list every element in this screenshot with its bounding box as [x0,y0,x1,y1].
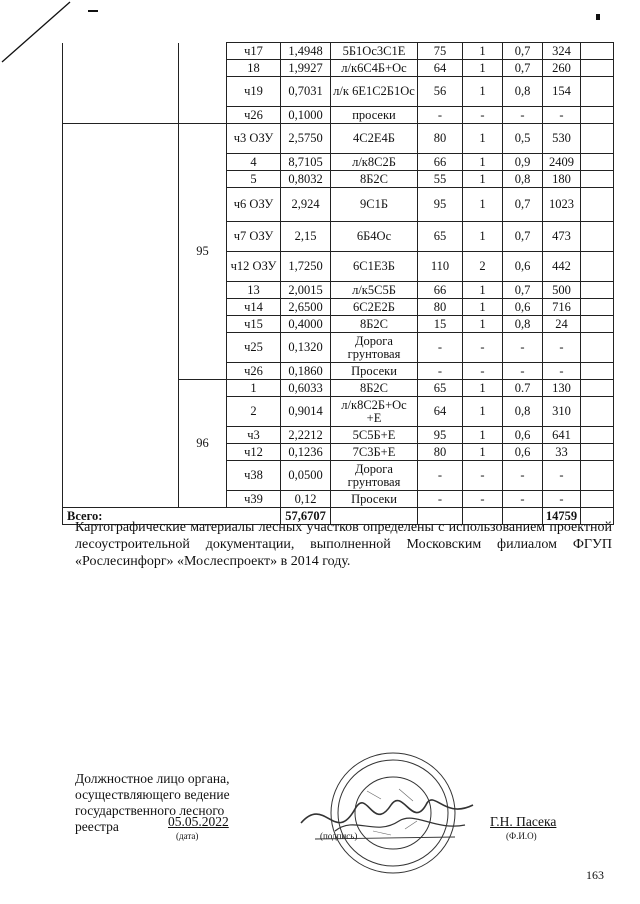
composition-cell: 6С1Е3Б [331,252,418,282]
area-cell: 1,9927 [281,60,331,77]
empty-cell [581,43,614,60]
composition-cell: л/к 6Е1С2Б1Ос [331,77,418,107]
empty-cell [581,461,614,491]
composition-cell: 8Б2С [331,171,418,188]
plot-number-cell: ч19 [227,77,281,107]
area-cell: 1,7250 [281,252,331,282]
age-cell: 75 [418,43,463,60]
empty-cell [63,124,179,508]
area-cell: 0,7031 [281,77,331,107]
class-cell: - [463,363,503,380]
empty-cell [581,252,614,282]
density-cell: 0,7 [503,43,543,60]
official-line: реестра [75,819,119,834]
kvartal-cell: 95 [179,124,227,380]
empty-cell [581,77,614,107]
composition-cell: Просеки [331,363,418,380]
area-cell: 0,1000 [281,107,331,124]
area-cell: 1,4948 [281,43,331,60]
area-cell: 2,6500 [281,299,331,316]
official-line: государственного лесного [75,803,225,818]
composition-cell: Просеки [331,491,418,508]
empty-cell [581,188,614,222]
density-cell: 0,6 [503,299,543,316]
empty-cell [581,107,614,124]
age-cell: - [418,491,463,508]
density-cell: 0,6 [503,444,543,461]
volume-cell: 716 [543,299,581,316]
total-area: 57,6707 [281,508,331,525]
class-cell: 1 [463,222,503,252]
composition-cell: 7С3Б+Е [331,444,418,461]
volume-cell: 442 [543,252,581,282]
class-cell: 1 [463,397,503,427]
empty-cell [581,222,614,252]
composition-cell: л/к8С2Б+Ос +Е [331,397,418,427]
area-cell: 8,7105 [281,154,331,171]
volume-cell: 641 [543,427,581,444]
empty-cell [581,397,614,427]
volume-cell: 324 [543,43,581,60]
class-cell: 1 [463,444,503,461]
plot-number-cell: 2 [227,397,281,427]
area-cell: 0,6033 [281,380,331,397]
plot-number-cell: ч14 [227,299,281,316]
volume-cell: - [543,461,581,491]
area-cell: 0,12 [281,491,331,508]
density-cell: - [503,461,543,491]
volume-cell: 180 [543,171,581,188]
volume-cell: 473 [543,222,581,252]
area-cell: 2,2212 [281,427,331,444]
density-cell: - [503,363,543,380]
area-cell: 2,15 [281,222,331,252]
volume-cell: 33 [543,444,581,461]
plot-number-cell: ч25 [227,333,281,363]
plot-number-cell: ч3 ОЗУ [227,124,281,154]
area-cell: 0,1320 [281,333,331,363]
empty-cell [581,282,614,299]
age-cell: 64 [418,397,463,427]
composition-cell: Дорога грунтовая [331,461,418,491]
composition-cell: л/к5С5Б [331,282,418,299]
density-cell: 0,5 [503,124,543,154]
volume-cell: - [543,333,581,363]
official-line: Должностное лицо органа, [75,771,230,786]
plot-number-cell: ч12 [227,444,281,461]
area-cell: 0,1860 [281,363,331,380]
composition-cell: 6Б4Ос [331,222,418,252]
class-cell: 1 [463,316,503,333]
class-cell: 2 [463,252,503,282]
density-cell: 0.7 [503,380,543,397]
composition-cell: 5Б1Ос3С1Е [331,43,418,60]
density-cell: 0,7 [503,222,543,252]
age-cell: 65 [418,380,463,397]
volume-cell: - [543,363,581,380]
composition-cell: Дорога грунтовая [331,333,418,363]
class-cell: - [463,461,503,491]
age-cell: - [418,333,463,363]
age-cell: 110 [418,252,463,282]
empty-cell [581,333,614,363]
density-cell: 0,7 [503,60,543,77]
volume-cell: 310 [543,397,581,427]
volume-cell: 154 [543,77,581,107]
official-line: осуществляющего ведение [75,787,230,802]
age-cell: 95 [418,427,463,444]
age-cell: - [418,363,463,380]
class-cell: 1 [463,124,503,154]
density-cell: 0,8 [503,316,543,333]
plot-number-cell: 1 [227,380,281,397]
plot-number-cell: ч3 [227,427,281,444]
age-cell: 64 [418,60,463,77]
official-seal-stamp [295,735,485,885]
empty-cell [179,43,227,124]
volume-cell: 24 [543,316,581,333]
composition-cell: 5С5Б+Е [331,427,418,444]
density-cell: 0,8 [503,397,543,427]
cartography-footnote: Картографические материалы лесных участков определены с использованием проектной лесоустроительной документации, выполненной Московским филиалом ФГУП «Рослесинфорг» «Мослеспроект» в 2014 году. [75,520,612,569]
density-cell: 0,6 [503,427,543,444]
age-cell: - [418,107,463,124]
age-cell: 56 [418,77,463,107]
empty-cell [581,154,614,171]
class-cell: 1 [463,427,503,444]
area-cell: 0,1236 [281,444,331,461]
density-cell: 0,7 [503,282,543,299]
empty-cell [581,491,614,508]
empty-cell [581,171,614,188]
class-cell: 1 [463,188,503,222]
plot-number-cell: 5 [227,171,281,188]
class-cell: 1 [463,282,503,299]
empty-cell [581,363,614,380]
plot-number-cell: ч12 ОЗУ [227,252,281,282]
area-cell: 2,0015 [281,282,331,299]
plot-number-cell: ч6 ОЗУ [227,188,281,222]
age-cell: 95 [418,188,463,222]
class-cell: - [463,333,503,363]
plot-number-cell: 18 [227,60,281,77]
density-cell: 0,8 [503,171,543,188]
sign-caption: (подпись) [320,831,358,841]
volume-cell: 1023 [543,188,581,222]
volume-cell: - [543,491,581,508]
class-cell: 1 [463,380,503,397]
age-cell: 15 [418,316,463,333]
name-caption: (Ф.И.О) [506,831,537,841]
class-cell: 1 [463,60,503,77]
plot-number-cell: ч17 [227,43,281,60]
date-caption: (дата) [176,831,199,841]
scan-artifact-dash [88,10,98,12]
plot-number-cell: ч7 ОЗУ [227,222,281,252]
area-cell: 0,0500 [281,461,331,491]
table-row [63,124,614,154]
empty-cell [581,299,614,316]
area-cell: 0,9014 [281,397,331,427]
age-cell: 65 [418,222,463,252]
forest-plots-table [62,42,614,525]
scan-artifact-corner [596,14,600,20]
class-cell: 1 [463,43,503,60]
class-cell: 1 [463,77,503,107]
composition-cell: 6С2Е2Б [331,299,418,316]
empty-cell [581,124,614,154]
plot-number-cell: ч15 [227,316,281,333]
composition-cell: 8Б2С [331,380,418,397]
composition-cell: л/к6С4Б+Ос [331,60,418,77]
plot-number-cell: 4 [227,154,281,171]
signature-date: 05.05.2022 [168,814,229,829]
volume-cell: 2409 [543,154,581,171]
age-cell: 80 [418,124,463,154]
volume-cell: 130 [543,380,581,397]
density-cell: - [503,491,543,508]
plot-number-cell: ч38 [227,461,281,491]
density-cell: - [503,333,543,363]
age-cell: 80 [418,444,463,461]
total-label: Всего: [63,508,281,525]
total-volume: 14759 [543,508,581,525]
class-cell: 1 [463,171,503,188]
composition-cell: 9С1Б [331,188,418,222]
empty-cell [581,60,614,77]
area-cell: 0,8032 [281,171,331,188]
empty-cell [581,316,614,333]
age-cell: 80 [418,299,463,316]
class-cell: 1 [463,154,503,171]
plot-number-cell: ч26 [227,107,281,124]
empty-cell [581,427,614,444]
class-cell: 1 [463,299,503,316]
plot-number-cell: ч26 [227,363,281,380]
class-cell: - [463,107,503,124]
density-cell: - [503,107,543,124]
density-cell: 0,9 [503,154,543,171]
area-cell: 0,4000 [281,316,331,333]
density-cell: 0,8 [503,77,543,107]
volume-cell: 260 [543,60,581,77]
plot-number-cell: ч39 [227,491,281,508]
age-cell: 66 [418,154,463,171]
table-row [63,43,614,60]
empty-cell [581,380,614,397]
volume-cell: 500 [543,282,581,299]
plot-number-cell: 13 [227,282,281,299]
page-number: 163 [586,868,604,882]
composition-cell: л/к8С2Б [331,154,418,171]
composition-cell: 4С2Е4Б [331,124,418,154]
empty-cell [63,43,179,124]
official-name: Г.Н. Пасека [490,814,557,829]
age-cell: 55 [418,171,463,188]
age-cell: - [418,461,463,491]
volume-cell: 530 [543,124,581,154]
kvartal-cell: 96 [179,380,227,508]
empty-cell [581,444,614,461]
area-cell: 2,5750 [281,124,331,154]
density-cell: 0,6 [503,252,543,282]
volume-cell: - [543,107,581,124]
age-cell: 66 [418,282,463,299]
area-cell: 2,924 [281,188,331,222]
composition-cell: просеки [331,107,418,124]
density-cell: 0,7 [503,188,543,222]
composition-cell: 8Б2С [331,316,418,333]
class-cell: - [463,491,503,508]
